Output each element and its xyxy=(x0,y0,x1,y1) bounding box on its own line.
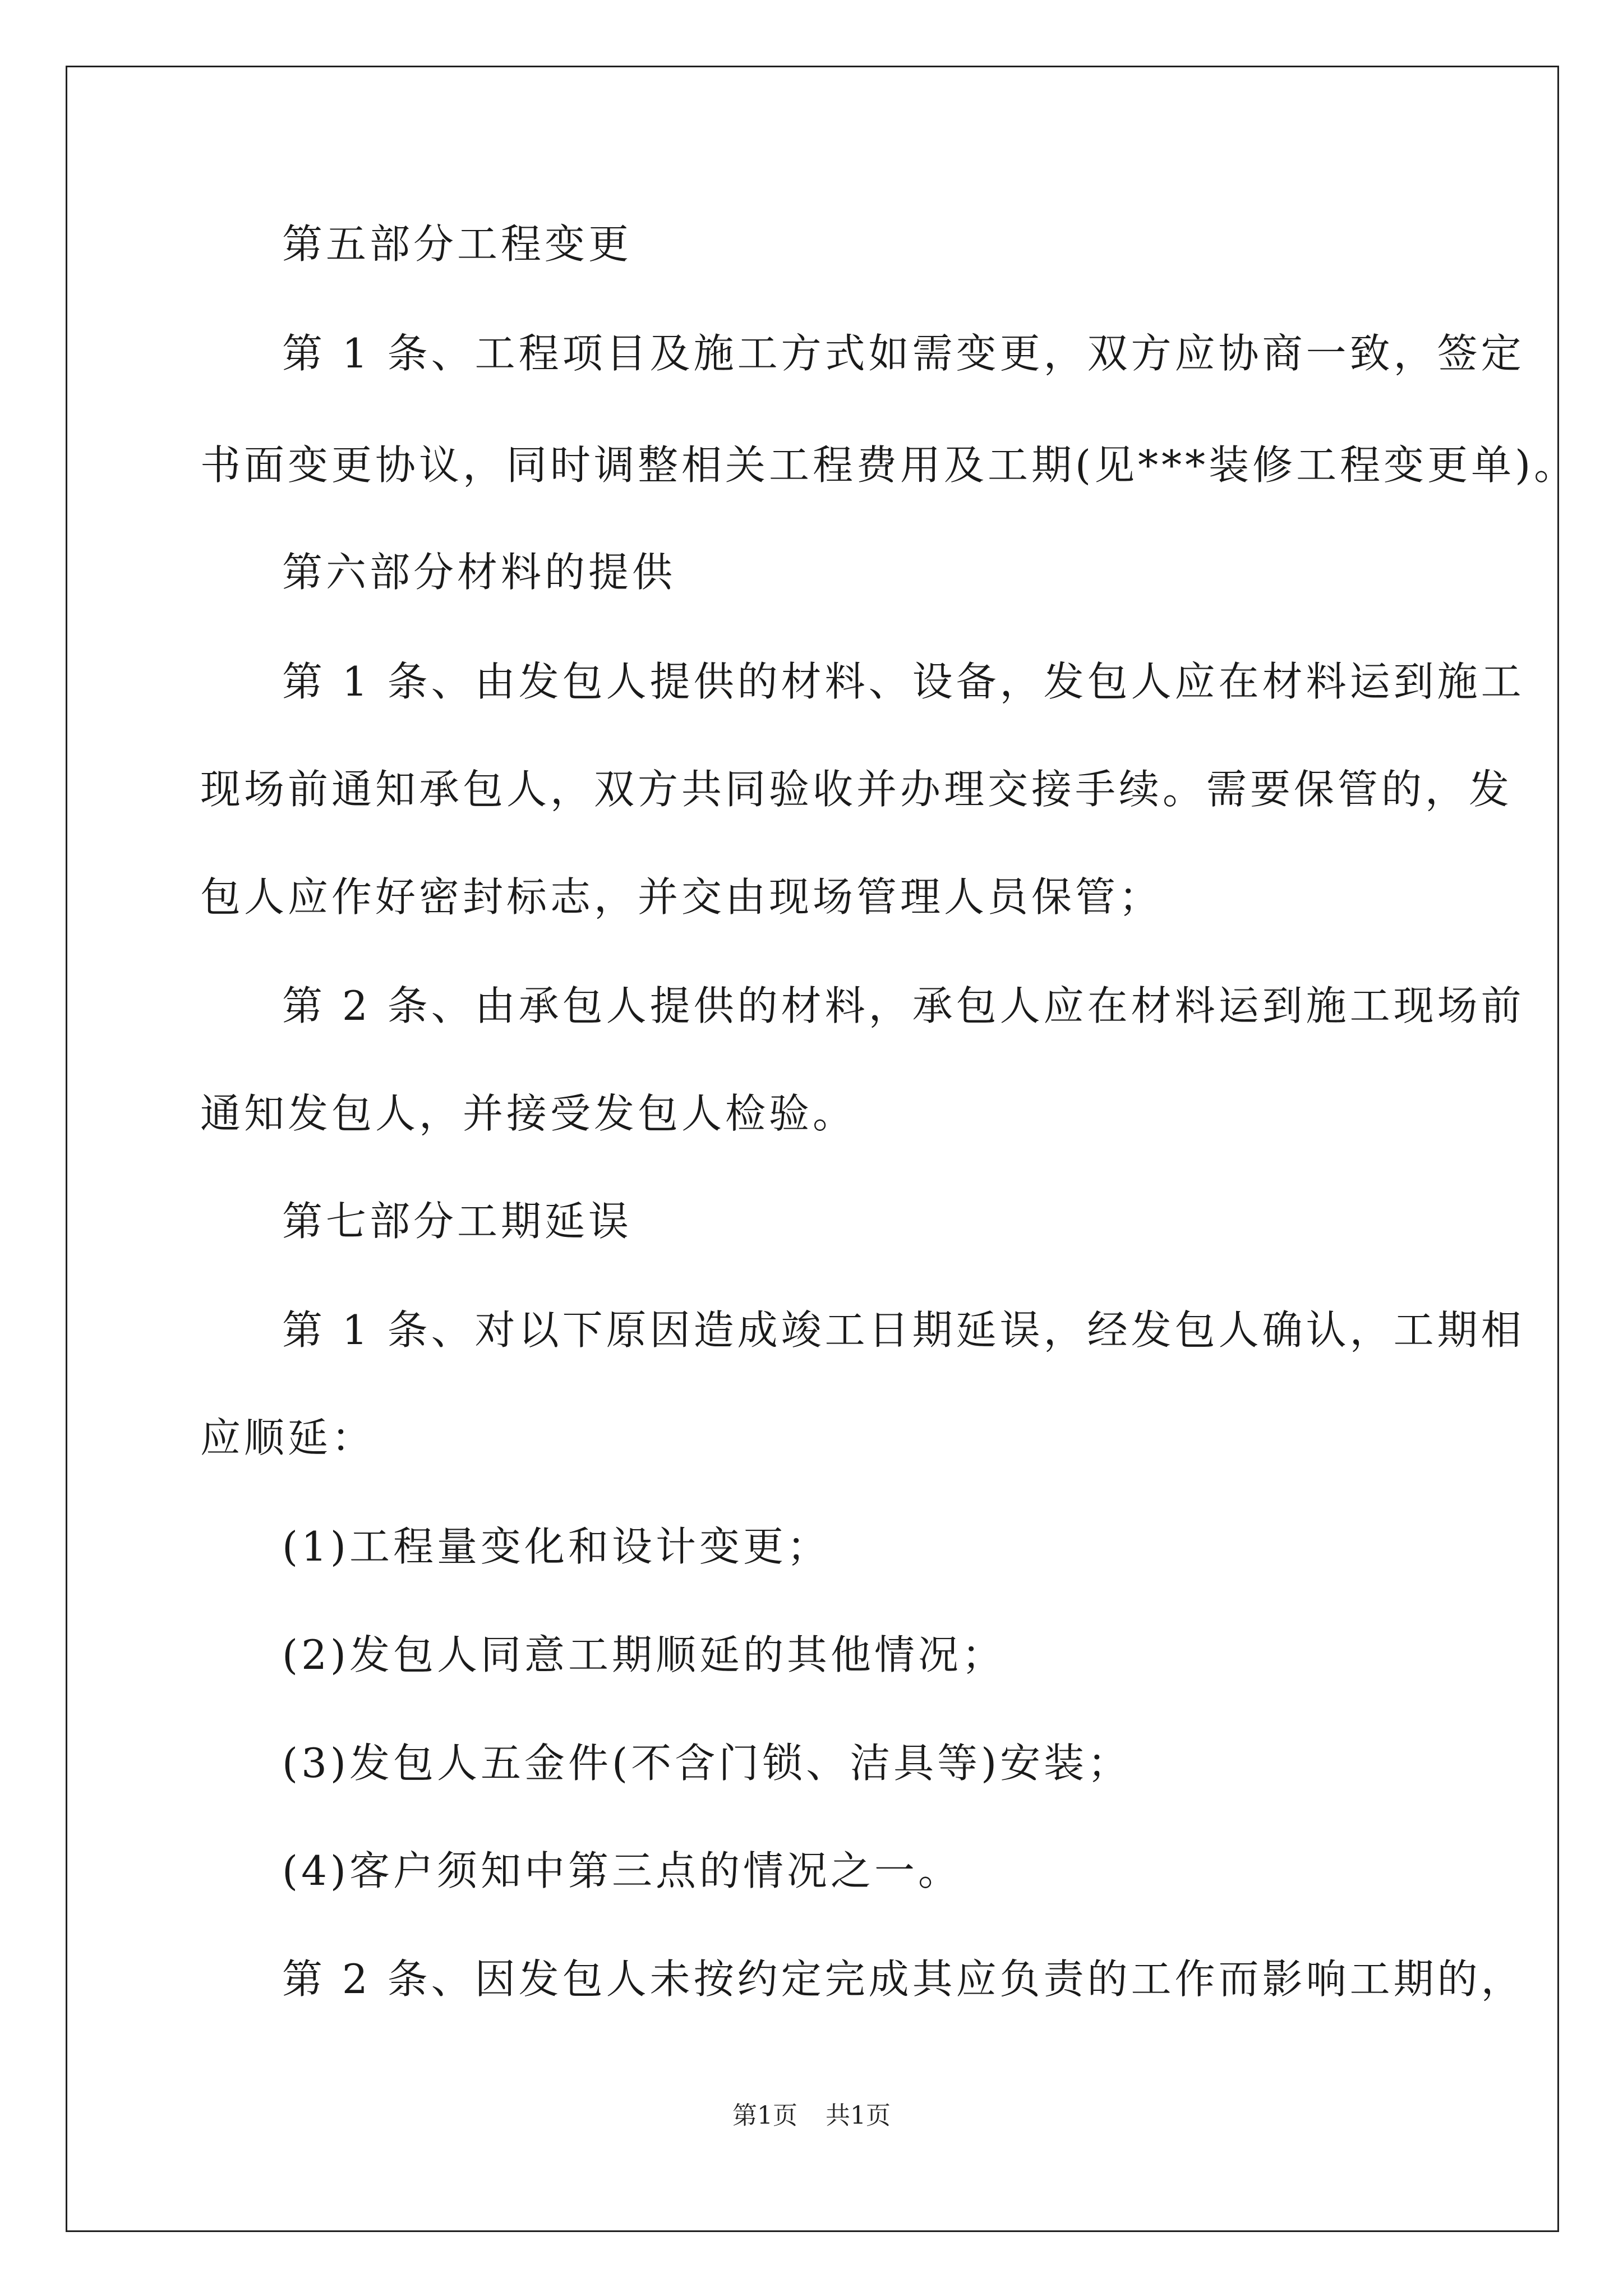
page-total: 共1页 xyxy=(826,2101,891,2130)
section-heading-5: 第五部分工程变更 xyxy=(282,220,633,268)
page-border xyxy=(66,66,1559,2232)
paragraph-line: 应顺延： xyxy=(200,1414,376,1461)
section-heading-7: 第七部分工期延误 xyxy=(282,1198,633,1245)
paragraph-line: 第 1 条、对以下原因造成竣工日期延误，经发包人确认，工期相 xyxy=(282,1306,1525,1354)
paragraph-line: 书面变更协议，同时调整相关工程费用及工期(见***装修工程变更单)。 xyxy=(200,441,1578,489)
page-number: 第1页 xyxy=(732,2101,797,2130)
paragraph-line: 第 2 条、由承包人提供的材料，承包人应在材料运到施工现场前 xyxy=(282,982,1525,1029)
paragraph-line: 通知发包人，并接受发包人检验。 xyxy=(200,1090,857,1137)
paragraph-line: 第 1 条、由发包人提供的材料、设备，发包人应在材料运到施工 xyxy=(282,658,1525,705)
list-item: (3)发包人五金件(不含门锁、洁具等)安装； xyxy=(282,1740,1132,1787)
list-item: (4)客户须知中第三点的情况之一。 xyxy=(282,1847,962,1894)
paragraph-line: 现场前通知承包人，双方共同验收并办理交接手续。需要保管的，发 xyxy=(200,766,1513,813)
list-item: (2)发包人同意工期顺延的其他情况； xyxy=(282,1631,1006,1678)
list-item: (1)工程量变化和设计变更； xyxy=(282,1523,831,1570)
paragraph-line: 包人应作好密封标志，并交由现场管理人员保管； xyxy=(200,873,1163,921)
paragraph-line: 第 2 条、因发包人未按约定完成其应负责的工作而影响工期的， xyxy=(282,1955,1525,2003)
paragraph-line: 第 1 条、工程项目及施工方式如需变更，双方应协商一致，签定 xyxy=(282,330,1525,377)
section-heading-6: 第六部分材料的提供 xyxy=(282,549,676,596)
page-footer xyxy=(0,2099,1623,2133)
